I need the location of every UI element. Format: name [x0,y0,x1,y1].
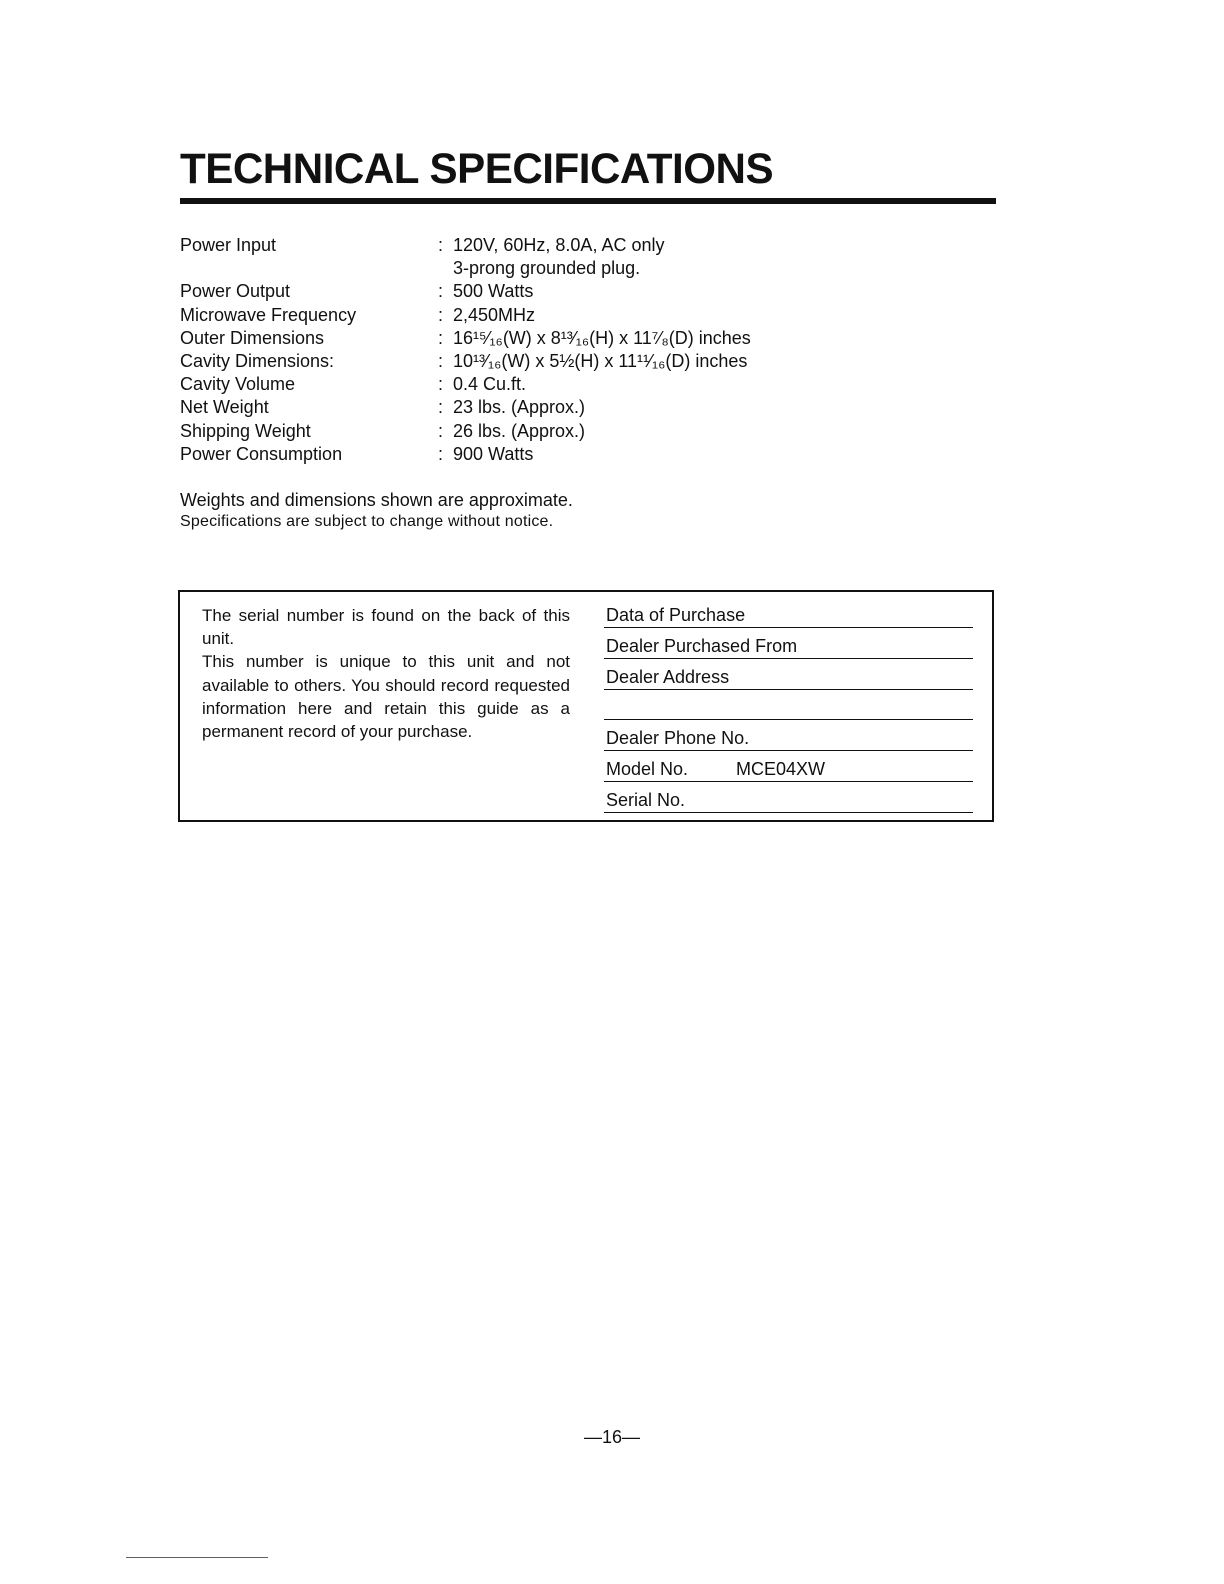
dealer-address-line-2[interactable] [604,690,973,721]
spec-label: Net Weight [180,397,269,418]
spec-colon: : [438,281,444,302]
spec-colon: : [438,374,444,395]
spec-row-shipping-weight [180,420,880,443]
field-label: Dealer Address [606,666,730,687]
field-label: Data of Purchase [606,605,746,625]
spec-row-microwave-frequency [180,304,880,327]
spec-colon: : [438,443,444,464]
field-label: Model No. [606,758,689,779]
spec-row-outer-dimensions [180,327,880,350]
spec-label: Cavity Dimensions: [180,351,335,372]
field-label: Serial No. [606,789,686,810]
change-notice: Specifications are subject to change without notice. [180,513,554,530]
spec-label: Power Consumption [180,443,343,464]
spec-value: 500 Watts [453,281,534,302]
serial-number-instructions [202,604,570,743]
bottom-rule [126,1557,268,1558]
spec-value: 120V, 60Hz, 8.0A, AC only [453,235,665,255]
approximate-note: Weights and dimensions shown are approximate. [180,490,573,510]
notes [180,489,880,533]
spec-colon: : [438,327,444,348]
dealer-phone-field[interactable] [604,720,973,751]
spec-colon: : [438,397,444,418]
spec-colon: : [438,304,444,325]
spec-row-power-consumption [180,443,880,466]
model-number-value: MCE04XW [736,758,826,779]
spec-label: Microwave Frequency [180,304,357,325]
spec-colon: : [438,351,444,372]
spec-value: 3-prong grounded plug. [453,258,641,279]
dealer-address-field[interactable] [604,659,973,690]
spec-row-cavity-dimensions [180,350,880,373]
spec-colon: : [438,420,444,441]
spec-value: 26 lbs. (Approx.) [453,420,586,441]
field-label: Dealer Phone No. [606,728,750,749]
spec-colon: : [438,235,444,255]
spec-value: 900 Watts [453,443,534,464]
spec-value: 2,450MHz [453,304,536,325]
date-of-purchase-field[interactable] [604,604,973,628]
spec-row-net-weight [180,396,880,419]
page-number: —16— [583,1427,641,1447]
spec-label: Power Input [180,235,277,255]
page-title: TECHNICAL SPECIFICATIONS [180,145,774,193]
spec-row-power-output [180,280,880,303]
spec-label: Outer Dimensions [180,327,325,348]
field-label: Dealer Purchased From [606,635,798,656]
spec-label: Cavity Volume [180,374,296,395]
spec-value: 0.4 Cu.ft. [453,374,527,395]
spec-row-cavity-volume [180,373,880,396]
spec-row-power-input [180,234,880,280]
record-fields [604,604,973,813]
model-no-field [604,751,973,782]
instruction-paragraph: This number is unique to this unit and not available to others. You should record requested information here and retain this guide as a permanent record of your purchase. [202,652,570,742]
spec-label: Power Output [180,281,291,302]
spec-value: 16¹⁵⁄₁₆(W) x 8¹³⁄₁₆(H) x 11⁷⁄₈(D) inches [453,327,751,348]
serial-no-field[interactable] [604,782,973,813]
spec-value: 10¹³⁄₁₆(W) x 5½(H) x 11¹¹⁄₁₆(D) inches [453,351,748,372]
instruction-paragraph: The serial number is found on the back of this unit. [202,606,570,649]
spec-label: Shipping Weight [180,420,311,441]
specifications-list [180,234,880,466]
spec-value: 23 lbs. (Approx.) [453,397,586,418]
title-underline [180,198,996,204]
dealer-purchased-from-field[interactable] [604,628,973,659]
purchase-record-box [178,590,994,822]
